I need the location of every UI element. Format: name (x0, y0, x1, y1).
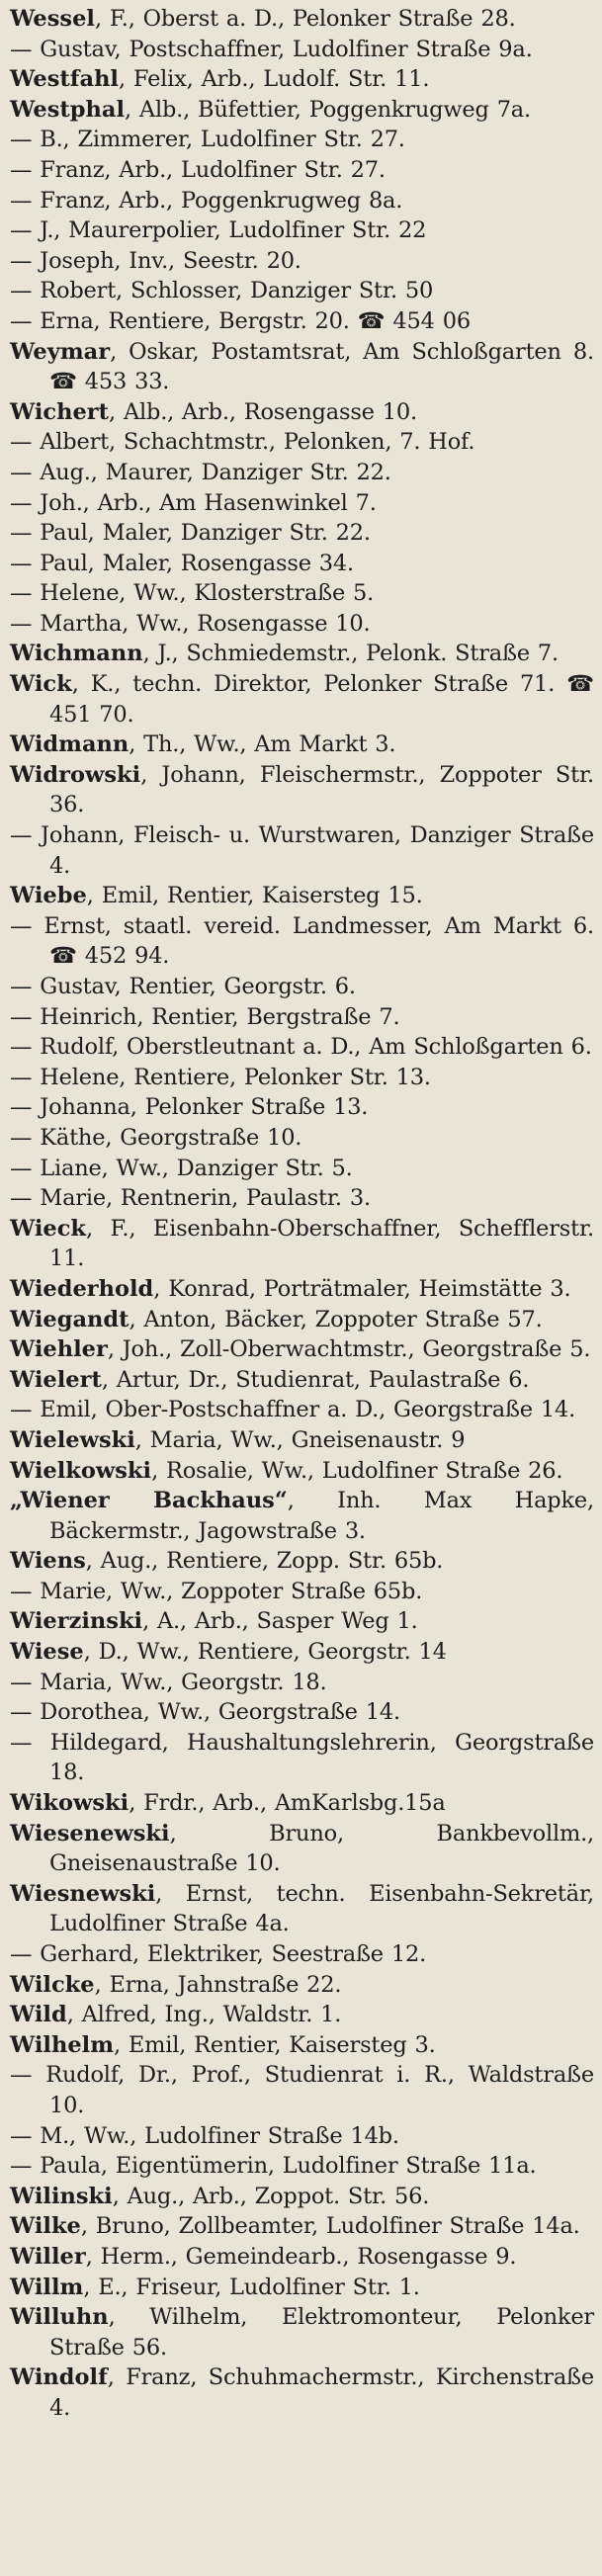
entry-surname: Willuhn (10, 2304, 109, 2331)
entry-surname: Wiederhold (10, 1275, 154, 1302)
entry-details: — Joseph, Inv., Seestr. 20. (10, 247, 301, 274)
entry-details: — Helene, Rentiere, Pelonker Str. 13. (10, 1064, 431, 1090)
entry-details: , Maria, Ww., Gneisenaustr. 9 (134, 1426, 466, 1453)
entry-details: — Albert, Schachtmstr., Pelonken, 7. Hof. (10, 429, 475, 456)
entry-details: — Gerhard, Elektriker, Seestraße 12. (10, 1941, 427, 1967)
entry-details: , Erna, Jahnstraße 22. (94, 1971, 342, 1998)
entry-surname: Wiens (10, 1548, 86, 1575)
directory-entry-12 (10, 397, 594, 428)
entry-details: , Rosalie, Ww., Ludolfiner Straße 26. (151, 1457, 563, 1484)
entry-details: — Johann, Fleisch- u. Wurstwaren, Danziger Straße 4. (10, 822, 594, 879)
directory-entry-4 (10, 125, 594, 155)
entry-details: — Gustav, Postschaffner, Ludolfiner Straße 9a. (10, 36, 533, 62)
directory-entry-51 (10, 1788, 594, 1819)
entry-details: , F., Oberst a. D., Pelonker Straße 28. (94, 6, 516, 32)
entry-details: , Artur, Dr., Studienrat, Paulastraße 6. (101, 1366, 530, 1393)
entry-details: — Emil, Ober-Postschaffner a. D., Georgstraße 14. (10, 1397, 576, 1423)
directory-entry-48 (10, 1668, 594, 1698)
directory-entry-40 (10, 1395, 594, 1425)
entry-details: — Rudolf, Dr., Prof., Studienrat i. R., Waldstraße 10. (10, 2062, 594, 2118)
directory-entry-28 (10, 1002, 594, 1033)
directory-entry-36 (10, 1274, 594, 1305)
directory-entry-38 (10, 1334, 594, 1365)
directory-entry-60 (10, 2151, 594, 2182)
entry-surname: Wiesnewski (10, 1880, 156, 1907)
directory-entry-56 (10, 2000, 594, 2030)
entry-surname: Wierzinski (10, 1608, 143, 1635)
directory-entry-15 (10, 488, 594, 519)
directory-entry-66 (10, 2362, 594, 2423)
entry-details: , Joh., Zoll-Oberwachtmstr., Georgstraße 5. (107, 1336, 591, 1363)
directory-entry-3 (10, 95, 594, 126)
directory-entry-19 (10, 609, 594, 640)
entry-details: — Helene, Ww., Klosterstraße 5. (10, 580, 375, 607)
directory-entry-22 (10, 730, 594, 760)
directory-entry-16 (10, 518, 594, 549)
directory-entry-0 (10, 4, 594, 35)
entry-surname: Wiese (10, 1639, 84, 1666)
directory-entry-23 (10, 760, 594, 820)
entry-details: — Maria, Ww., Georgstr. 18. (10, 1669, 327, 1695)
directory-entry-46 (10, 1606, 594, 1637)
entry-surname: Wichert (10, 398, 110, 425)
entry-details: — Heinrich, Rentier, Bergstraße 7. (10, 1003, 400, 1030)
directory-entry-14 (10, 458, 594, 488)
entry-details: — Marie, Ww., Zoppoter Straße 65b. (10, 1578, 423, 1604)
entry-details: — Johanna, Pelonker Straße 13. (10, 1094, 369, 1121)
entry-details: , K., techn. Direktor, Pelonker Straße 71. ☎ 451 70. (49, 671, 594, 728)
directory-entry-54 (10, 1939, 594, 1970)
entry-details: , D., Ww., Rentiere, Georgstr. 14 (83, 1639, 447, 1666)
entry-details: , Franz, Schuhmachermstr., Kirchenstraße 4. (49, 2364, 594, 2421)
entry-details: , E., Friseur, Ludolfiner Str. 1. (83, 2274, 420, 2300)
entry-details: , J., Schmiedemstr., Pelonk. Straße 7. (142, 641, 559, 667)
entry-details: , Aug., Rentiere, Zopp. Str. 65b. (85, 1548, 444, 1575)
directory-entry-21 (10, 669, 594, 730)
entry-surname: Wielewski (10, 1426, 135, 1453)
directory-entry-49 (10, 1697, 594, 1728)
entry-surname: Wieck (10, 1215, 87, 1242)
directory-entry-43 (10, 1486, 594, 1546)
directory-entry-20 (10, 639, 594, 669)
entry-surname: Wilhelm (10, 2031, 114, 2058)
entry-surname: Widrowski (10, 761, 141, 788)
directory-entry-41 (10, 1425, 594, 1456)
entry-details: — J., Maurerpolier, Ludolfiner Str. 22 (10, 217, 427, 244)
entry-details: , Wilhelm, Elektromonteur, Pelonker Straße 56. (49, 2304, 594, 2361)
entry-details: — Gustav, Rentier, Georgstr. 6. (10, 974, 356, 999)
directory-entry-59 (10, 2121, 594, 2152)
directory-entry-17 (10, 549, 594, 579)
entry-details: , Johann, Fleischermstr., Zoppoter Str. 36. (49, 761, 594, 818)
entry-details: — Rudolf, Oberstleutnant a. D., Am Schloßgarten 6. (10, 1034, 592, 1061)
entry-surname: Wessel (10, 6, 95, 32)
directory-entry-50 (10, 1728, 594, 1788)
directory-entry-1 (10, 35, 594, 65)
entry-details: , A., Arb., Sasper Weg 1. (142, 1608, 418, 1635)
directory-entry-52 (10, 1819, 594, 1879)
entry-details: , Herm., Gemeindearb., Rosengasse 9. (85, 2243, 517, 2270)
entry-details: , Alfred, Ing., Waldstr. 1. (66, 2002, 342, 2028)
directory-entry-53 (10, 1879, 594, 1939)
entry-surname: Westfahl (10, 66, 119, 93)
directory-entry-26 (10, 911, 594, 972)
entry-details: — Robert, Schlosser, Danziger Str. 50 (10, 278, 434, 304)
directory-entry-35 (10, 1214, 594, 1274)
entry-details: , Anton, Bäcker, Zoppoter Straße 57. (129, 1306, 543, 1332)
directory-entry-13 (10, 427, 594, 458)
directory-entry-45 (10, 1577, 594, 1607)
entry-surname: Wielkowski (10, 1457, 152, 1484)
directory-entry-10 (10, 306, 594, 337)
directory-entry-37 (10, 1305, 594, 1335)
directory-entry-27 (10, 972, 594, 1002)
entry-surname: Widmann (10, 731, 129, 758)
directory-entry-33 (10, 1154, 594, 1184)
entry-surname: Wiehler (10, 1336, 108, 1363)
directory-entry-39 (10, 1365, 594, 1396)
entry-surname: Wild (10, 2002, 67, 2028)
directory-entry-30 (10, 1063, 594, 1093)
directory-entry-64 (10, 2273, 594, 2303)
entry-details: , Bruno, Bankbevollm., Gneisenaustraße 10. (49, 1820, 594, 1877)
directory-entry-57 (10, 2030, 594, 2061)
entry-details: — Käthe, Georgstraße 10. (10, 1124, 302, 1151)
entry-surname: Weymar (10, 338, 111, 365)
directory-entry-18 (10, 578, 594, 609)
directory-entry-47 (10, 1637, 594, 1668)
entry-details: — M., Ww., Ludolfiner Straße 14b. (10, 2122, 399, 2149)
directory-entry-58 (10, 2060, 594, 2120)
entry-details: , F., Eisenbahn-Oberschaffner, Schefflerstr. 11. (49, 1215, 594, 1272)
entry-surname: Wick (10, 671, 72, 698)
directory-entry-61 (10, 2182, 594, 2212)
entry-details: , Felix, Arb., Ludolf. Str. 11. (118, 66, 430, 93)
entry-details: — Erna, Rentiere, Bergstr. 20. ☎ 454 06 (10, 307, 471, 334)
entry-surname: Wiegandt (10, 1306, 129, 1332)
entry-details: — Hildegard, Haushaltungslehrerin, Georgstraße 18. (10, 1729, 594, 1786)
entry-details: , Alb., Büfettier, Poggenkrugweg 7a. (125, 96, 531, 123)
entry-surname: Wiesenewski (10, 1820, 170, 1846)
entry-details: — Joh., Arb., Am Hasenwinkel 7. (10, 489, 377, 516)
entry-surname: Wilinski (10, 2183, 113, 2209)
directory-entry-63 (10, 2242, 594, 2273)
entry-surname: Willm (10, 2274, 84, 2300)
directory-entry-62 (10, 2211, 594, 2242)
directory-entry-11 (10, 337, 594, 397)
entry-details: , Emil, Rentier, Kaisersteg 3. (114, 2031, 436, 2058)
entry-surname: Windolf (10, 2364, 108, 2391)
entry-details: , Bruno, Zollbeamter, Ludolfiner Straße 14a. (80, 2213, 580, 2240)
directory-entry-29 (10, 1032, 594, 1063)
directory-entry-7 (10, 215, 594, 246)
directory-entry-5 (10, 155, 594, 186)
entry-details: , Oskar, Postamtsrat, Am Schloßgarten 8. ☎ 453 33. (49, 338, 594, 395)
entry-details: , Frdr., Arb., AmKarlsbg.15a (129, 1790, 446, 1817)
directory-entry-42 (10, 1456, 594, 1487)
directory-entry-55 (10, 1970, 594, 2001)
entry-details: , Emil, Rentier, Kaisersteg 15. (86, 883, 423, 909)
entry-details: — Paul, Maler, Danziger Str. 22. (10, 520, 371, 547)
directory-entry-8 (10, 246, 594, 277)
entry-details: — Paul, Maler, Rosengasse 34. (10, 550, 354, 576)
entry-details: — Ernst, staatl. vereid. Landmesser, Am Markt 6. ☎ 452 94. (10, 912, 594, 970)
entry-surname: Wikowski (10, 1790, 129, 1817)
directory-entry-24 (10, 820, 594, 881)
entry-surname: Westphal (10, 96, 126, 123)
entry-details: , Konrad, Porträtmaler, Heimstätte 3. (153, 1275, 571, 1302)
directory-entry-25 (10, 881, 594, 911)
entry-details: — B., Zimmerer, Ludolfiner Str. 27. (10, 127, 405, 153)
entry-details: — Franz, Arb., Poggenkrugweg 8a. (10, 187, 403, 214)
directory-entry-32 (10, 1123, 594, 1154)
entry-details: , Inh. Max Hapke, Bäckermstr., Jagowstraße 3. (49, 1488, 594, 1544)
entry-surname: „Wiener Backhaus“ (10, 1488, 288, 1514)
entry-details: , Aug., Arb., Zoppot. Str. 56. (112, 2183, 430, 2209)
entry-surname: Wielert (10, 1366, 102, 1393)
entry-details: — Aug., Maurer, Danziger Str. 22. (10, 459, 391, 485)
directory-entry-44 (10, 1546, 594, 1577)
entry-surname: Wiebe (10, 883, 87, 909)
entry-details: , Ernst, techn. Eisenbahn-Sekretär, Ludolfiner Straße 4a. (49, 1880, 594, 1937)
entry-details: — Marie, Rentnerin, Paulastr. 3. (10, 1185, 371, 1212)
entry-surname: Wilcke (10, 1971, 95, 1998)
directory-entry-65 (10, 2302, 594, 2362)
entry-surname: Wilke (10, 2213, 81, 2240)
entry-details: — Liane, Ww., Danziger Str. 5. (10, 1155, 353, 1181)
entry-surname: Wichmann (10, 641, 143, 667)
directory-entry-31 (10, 1092, 594, 1123)
directory-entry-2 (10, 64, 594, 95)
directory-entry-9 (10, 276, 594, 306)
directory-entry-6 (10, 186, 594, 216)
entry-details: , Th., Ww., Am Markt 3. (129, 731, 396, 758)
entry-details: — Franz, Arb., Ludolfiner Str. 27. (10, 156, 386, 183)
entry-details: , Alb., Arb., Rosengasse 10. (109, 398, 417, 425)
entry-details: — Dorothea, Ww., Georgstraße 14. (10, 1699, 400, 1726)
directory-entry-34 (10, 1183, 594, 1214)
entry-surname: Willer (10, 2243, 86, 2270)
entry-details: — Martha, Ww., Rosengasse 10. (10, 610, 371, 637)
entry-details: — Paula, Eigentümerin, Ludolfiner Straße 11a. (10, 2153, 537, 2180)
